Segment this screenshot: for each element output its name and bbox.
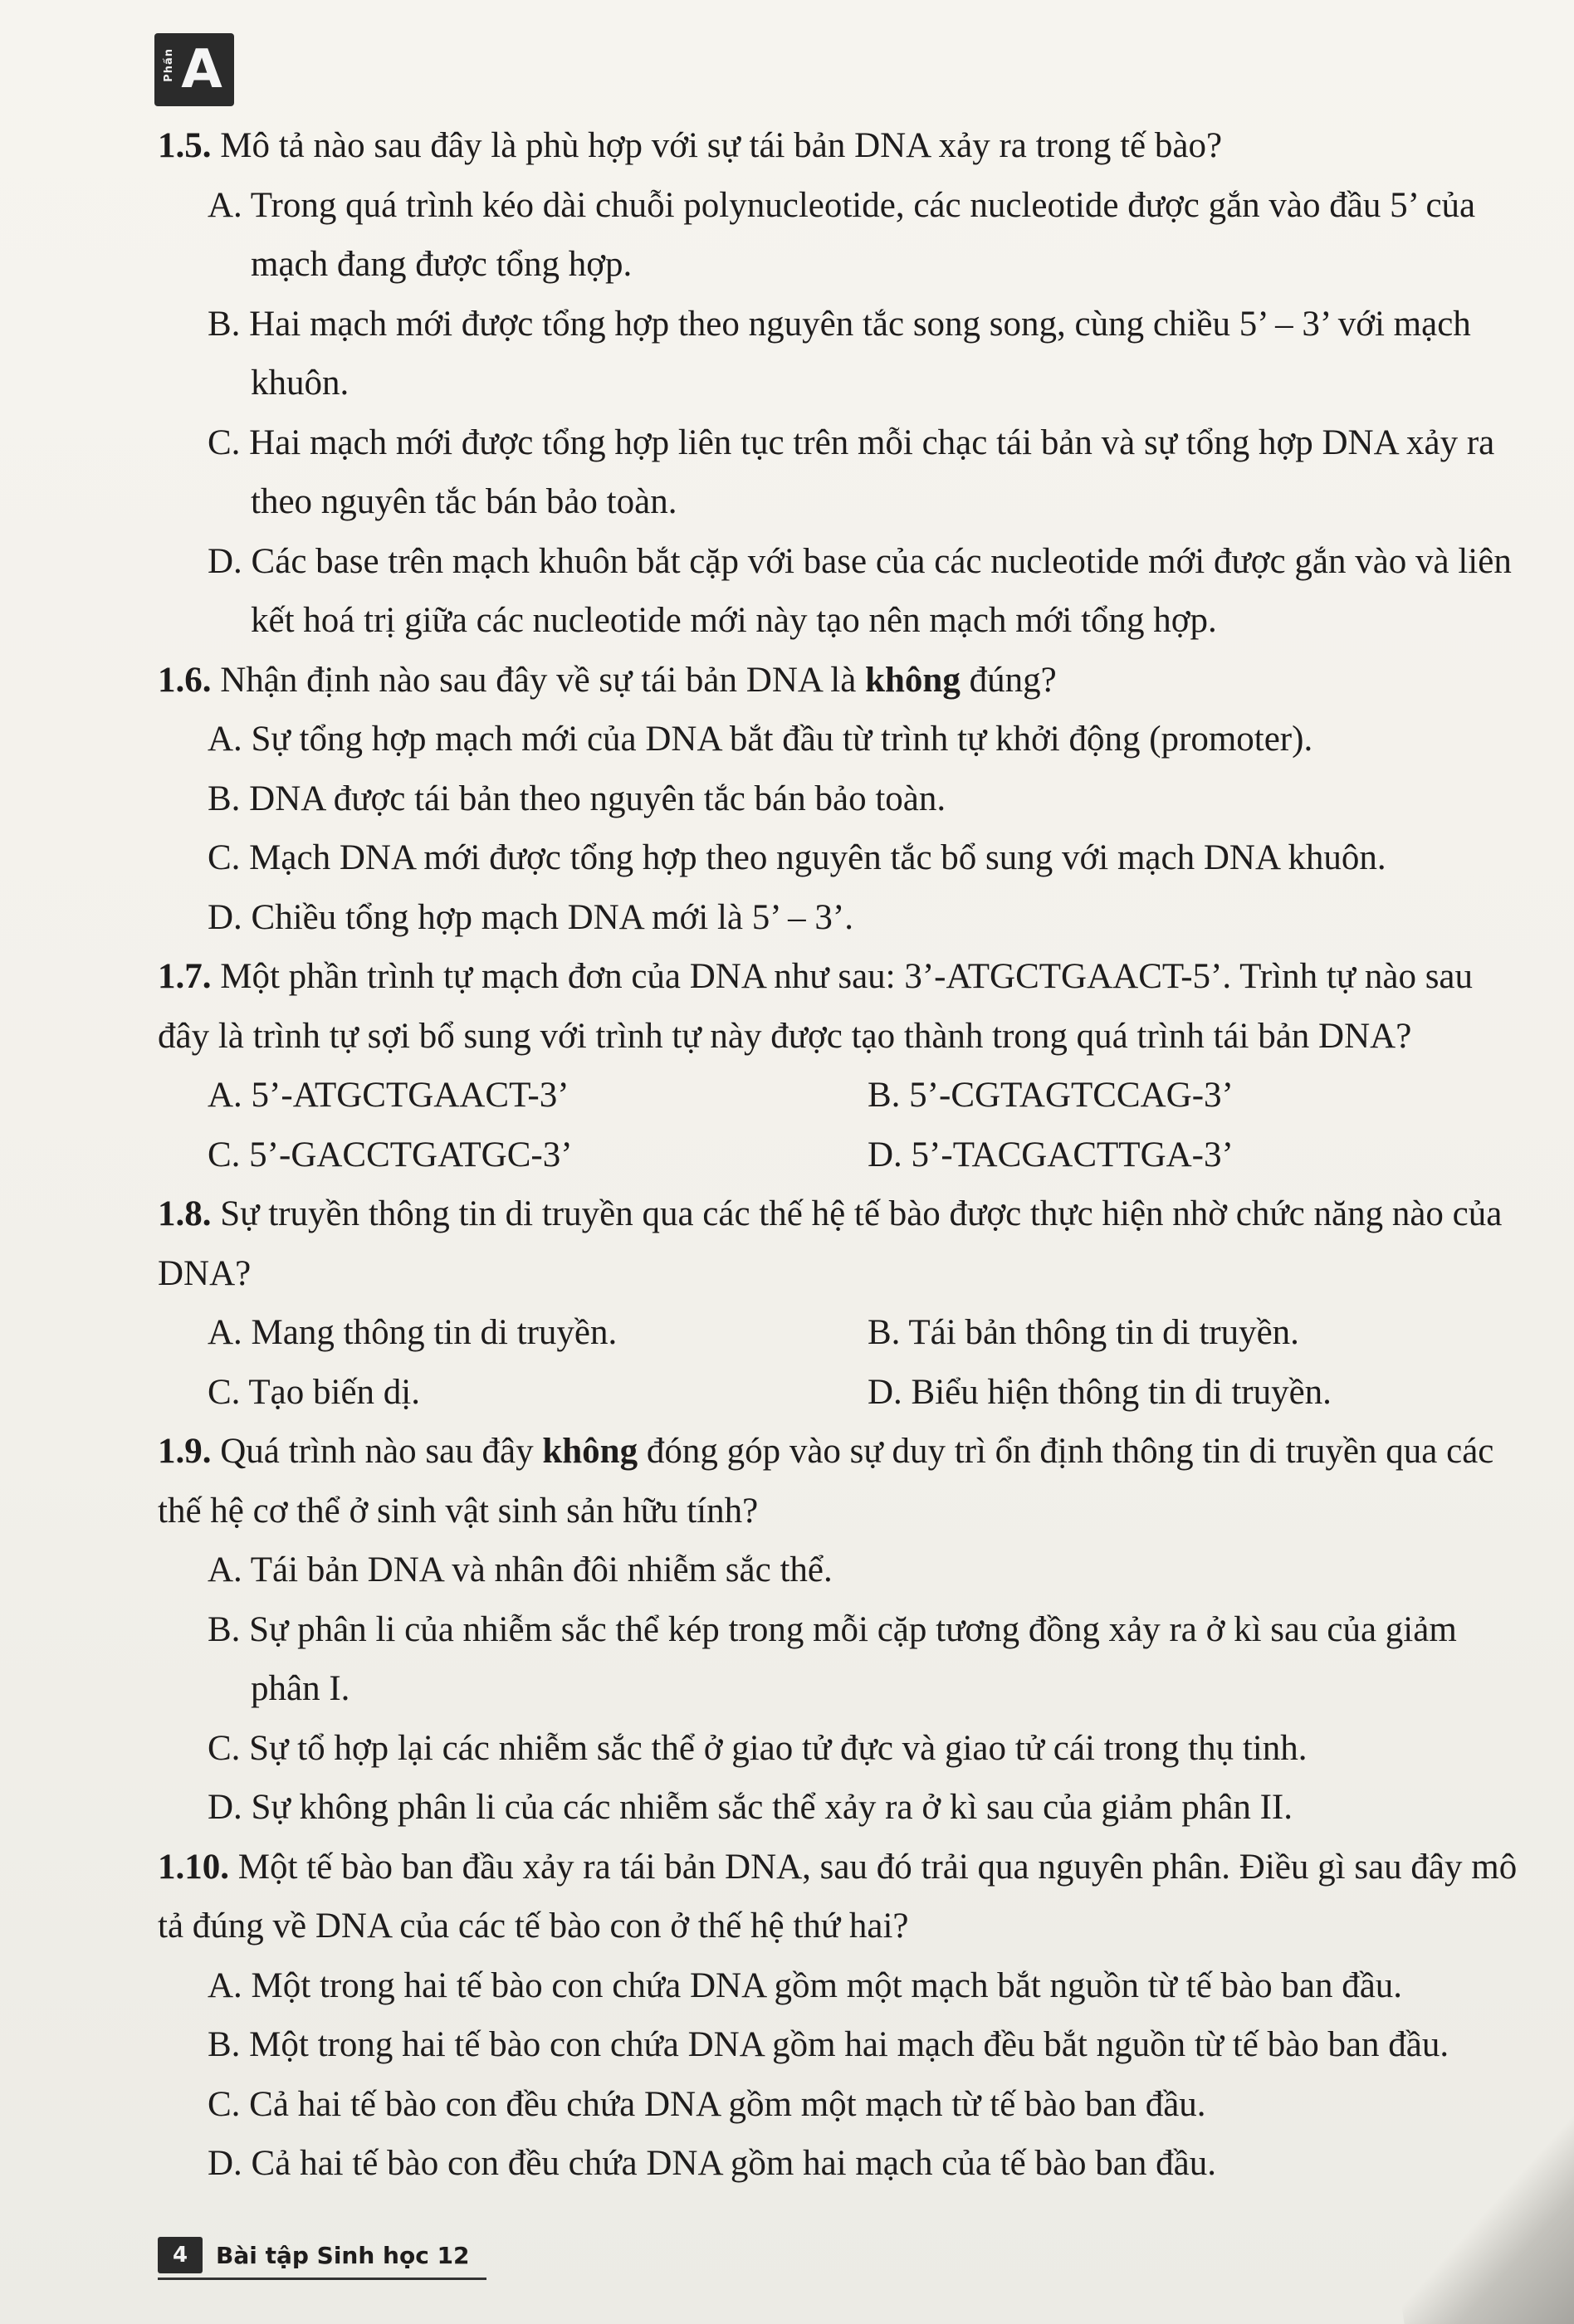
question-text-end: đúng? <box>960 660 1057 700</box>
option-c: C. Mạch DNA mới được tổng hợp theo nguyên tắc bổ sung với mạch DNA khuôn. <box>208 838 1386 877</box>
question-text-emphasis: không <box>542 1432 638 1471</box>
question-text: Mô tả nào sau đây là phù hợp với sự tái bản DNA xảy ra trong tế bào? <box>220 126 1223 165</box>
option-c: C. Cả hai tế bào con đều chứa DNA gồm một mạch từ tế bào ban đầu. <box>208 2084 1206 2124</box>
book-title: Bài tập Sinh học 12 <box>216 2241 470 2269</box>
option-d: D. Cả hai tế bào con đều chứa DNA gồm hai mạch của tế bào ban đầu. <box>208 2144 1216 2183</box>
option-d: D. 5’-TACGACTTGA-3’ <box>868 1135 1234 1174</box>
section-badge <box>154 33 234 106</box>
page-number: 4 <box>158 2237 203 2273</box>
question-text-emphasis: không <box>865 660 961 700</box>
page-footer <box>158 2233 486 2280</box>
option-row <box>208 1303 1528 1363</box>
question-1-7 <box>158 947 1528 1066</box>
question-1-8 <box>158 1184 1528 1303</box>
question-text-start: Quá trình nào sau đây <box>220 1432 543 1471</box>
question-text-start: Nhận định nào sau đây về sự tái bản DNA là <box>220 660 866 700</box>
option-d: D. Chiều tổng hợp mạch DNA mới là 5’ – 3’. <box>208 897 853 937</box>
option-a: A. Tái bản DNA và nhân đôi nhiễm sắc thể. <box>208 1550 833 1589</box>
question-number: 1.9. <box>158 1432 212 1471</box>
question-text: Một phần trình tự mạch đơn của DNA như sau: 3’-ATGCTGAACT-5’. Trình tự nào sau đây là trình tự sợi bổ sung với trình tự này được tạo thành trong quá trình tái bản DNA? <box>158 957 1474 1056</box>
option-a: A. Trong quá trình kéo dài chuỗi polynucleotide, các nucleotide được gắn vào đầu 5’ của mạch đang được tổng hợp. <box>208 185 1476 284</box>
question-text-end: đóng góp vào sự duy trì ổn định thông tin di truyền qua các thế hệ cơ thể ở sinh vật sinh sản hữu tính? <box>158 1432 1494 1531</box>
question-1-6 <box>158 651 1528 710</box>
question-number: 1.5. <box>158 126 212 165</box>
option-d: D. Sự không phân li của các nhiễm sắc thể xảy ra ở kì sau của giảm phân II. <box>208 1788 1293 1827</box>
option-row <box>208 1066 1528 1125</box>
question-1-10 <box>158 1838 1528 1956</box>
question-text: Sự truyền thông tin di truyền qua các thế hệ tế bào được thực hiện nhờ chức năng nào của DNA? <box>158 1194 1503 1293</box>
section-badge-vertical-label: Phần <box>163 48 175 82</box>
option-b: B. Tái bản thông tin di truyền. <box>868 1313 1299 1352</box>
option-a: A. Sự tổng hợp mạch mới của DNA bắt đầu từ trình tự khởi động (promoter). <box>208 720 1313 759</box>
option-c: C. Sự tổ hợp lại các nhiễm sắc thể ở giao tử đực và giao tử cái trong thụ tinh. <box>208 1728 1308 1768</box>
question-number: 1.8. <box>158 1194 212 1233</box>
option-b: B. DNA được tái bản theo nguyên tắc bán bảo toàn. <box>208 779 946 818</box>
option-b: B. Hai mạch mới được tổng hợp theo nguyên tắc song song, cùng chiều 5’ – 3’ với mạch khuôn. <box>208 304 1471 403</box>
question-1-5 <box>158 116 1528 176</box>
question-number: 1.6. <box>158 660 212 700</box>
option-c: C. Tạo biến dị. <box>208 1372 420 1412</box>
question-text: Một tế bào ban đầu xảy ra tái bản DNA, sau đó trải qua nguyên phân. Điều gì sau đây mô tả đúng về DNA của các tế bào con ở thế hệ thứ hai? <box>158 1847 1518 1946</box>
option-d: D. Các base trên mạch khuôn bắt cặp với base của các nucleotide mới được gắn vào và liên kết hoá trị giữa các nucleotide mới này tạo nên mạch mới tổng hợp. <box>208 541 1512 640</box>
option-d: D. Biểu hiện thông tin di truyền. <box>868 1372 1332 1412</box>
question-number: 1.10. <box>158 1847 229 1887</box>
question-number: 1.7. <box>158 957 212 996</box>
section-badge-letter: A <box>181 39 222 100</box>
question-list <box>158 116 1528 2194</box>
option-row <box>208 1125 1528 1185</box>
option-b: B. 5’-CGTAGTCCAG-3’ <box>868 1076 1234 1115</box>
question-1-9 <box>158 1422 1528 1540</box>
option-a: A. 5’-ATGCTGAACT-3’ <box>208 1076 569 1115</box>
option-a: A. Mang thông tin di truyền. <box>208 1313 618 1352</box>
option-c: C. Hai mạch mới được tổng hợp liên tục trên mỗi chạc tái bản và sự tổng hợp DNA xảy ra theo nguyên tắc bán bảo toàn. <box>208 422 1495 521</box>
option-b: B. Sự phân li của nhiễm sắc thể kép trong mỗi cặp tương đồng xảy ra ở kì sau của giảm phân I. <box>208 1609 1457 1708</box>
option-a: A. Một trong hai tế bào con chứa DNA gồm một mạch bắt nguồn từ tế bào ban đầu. <box>208 1965 1403 2005</box>
option-row <box>208 1363 1528 1423</box>
option-b: B. Một trong hai tế bào con chứa DNA gồm hai mạch đều bắt nguồn từ tế bào ban đầu. <box>208 2025 1449 2064</box>
option-c: C. 5’-GACCTGATGC-3’ <box>208 1135 573 1174</box>
